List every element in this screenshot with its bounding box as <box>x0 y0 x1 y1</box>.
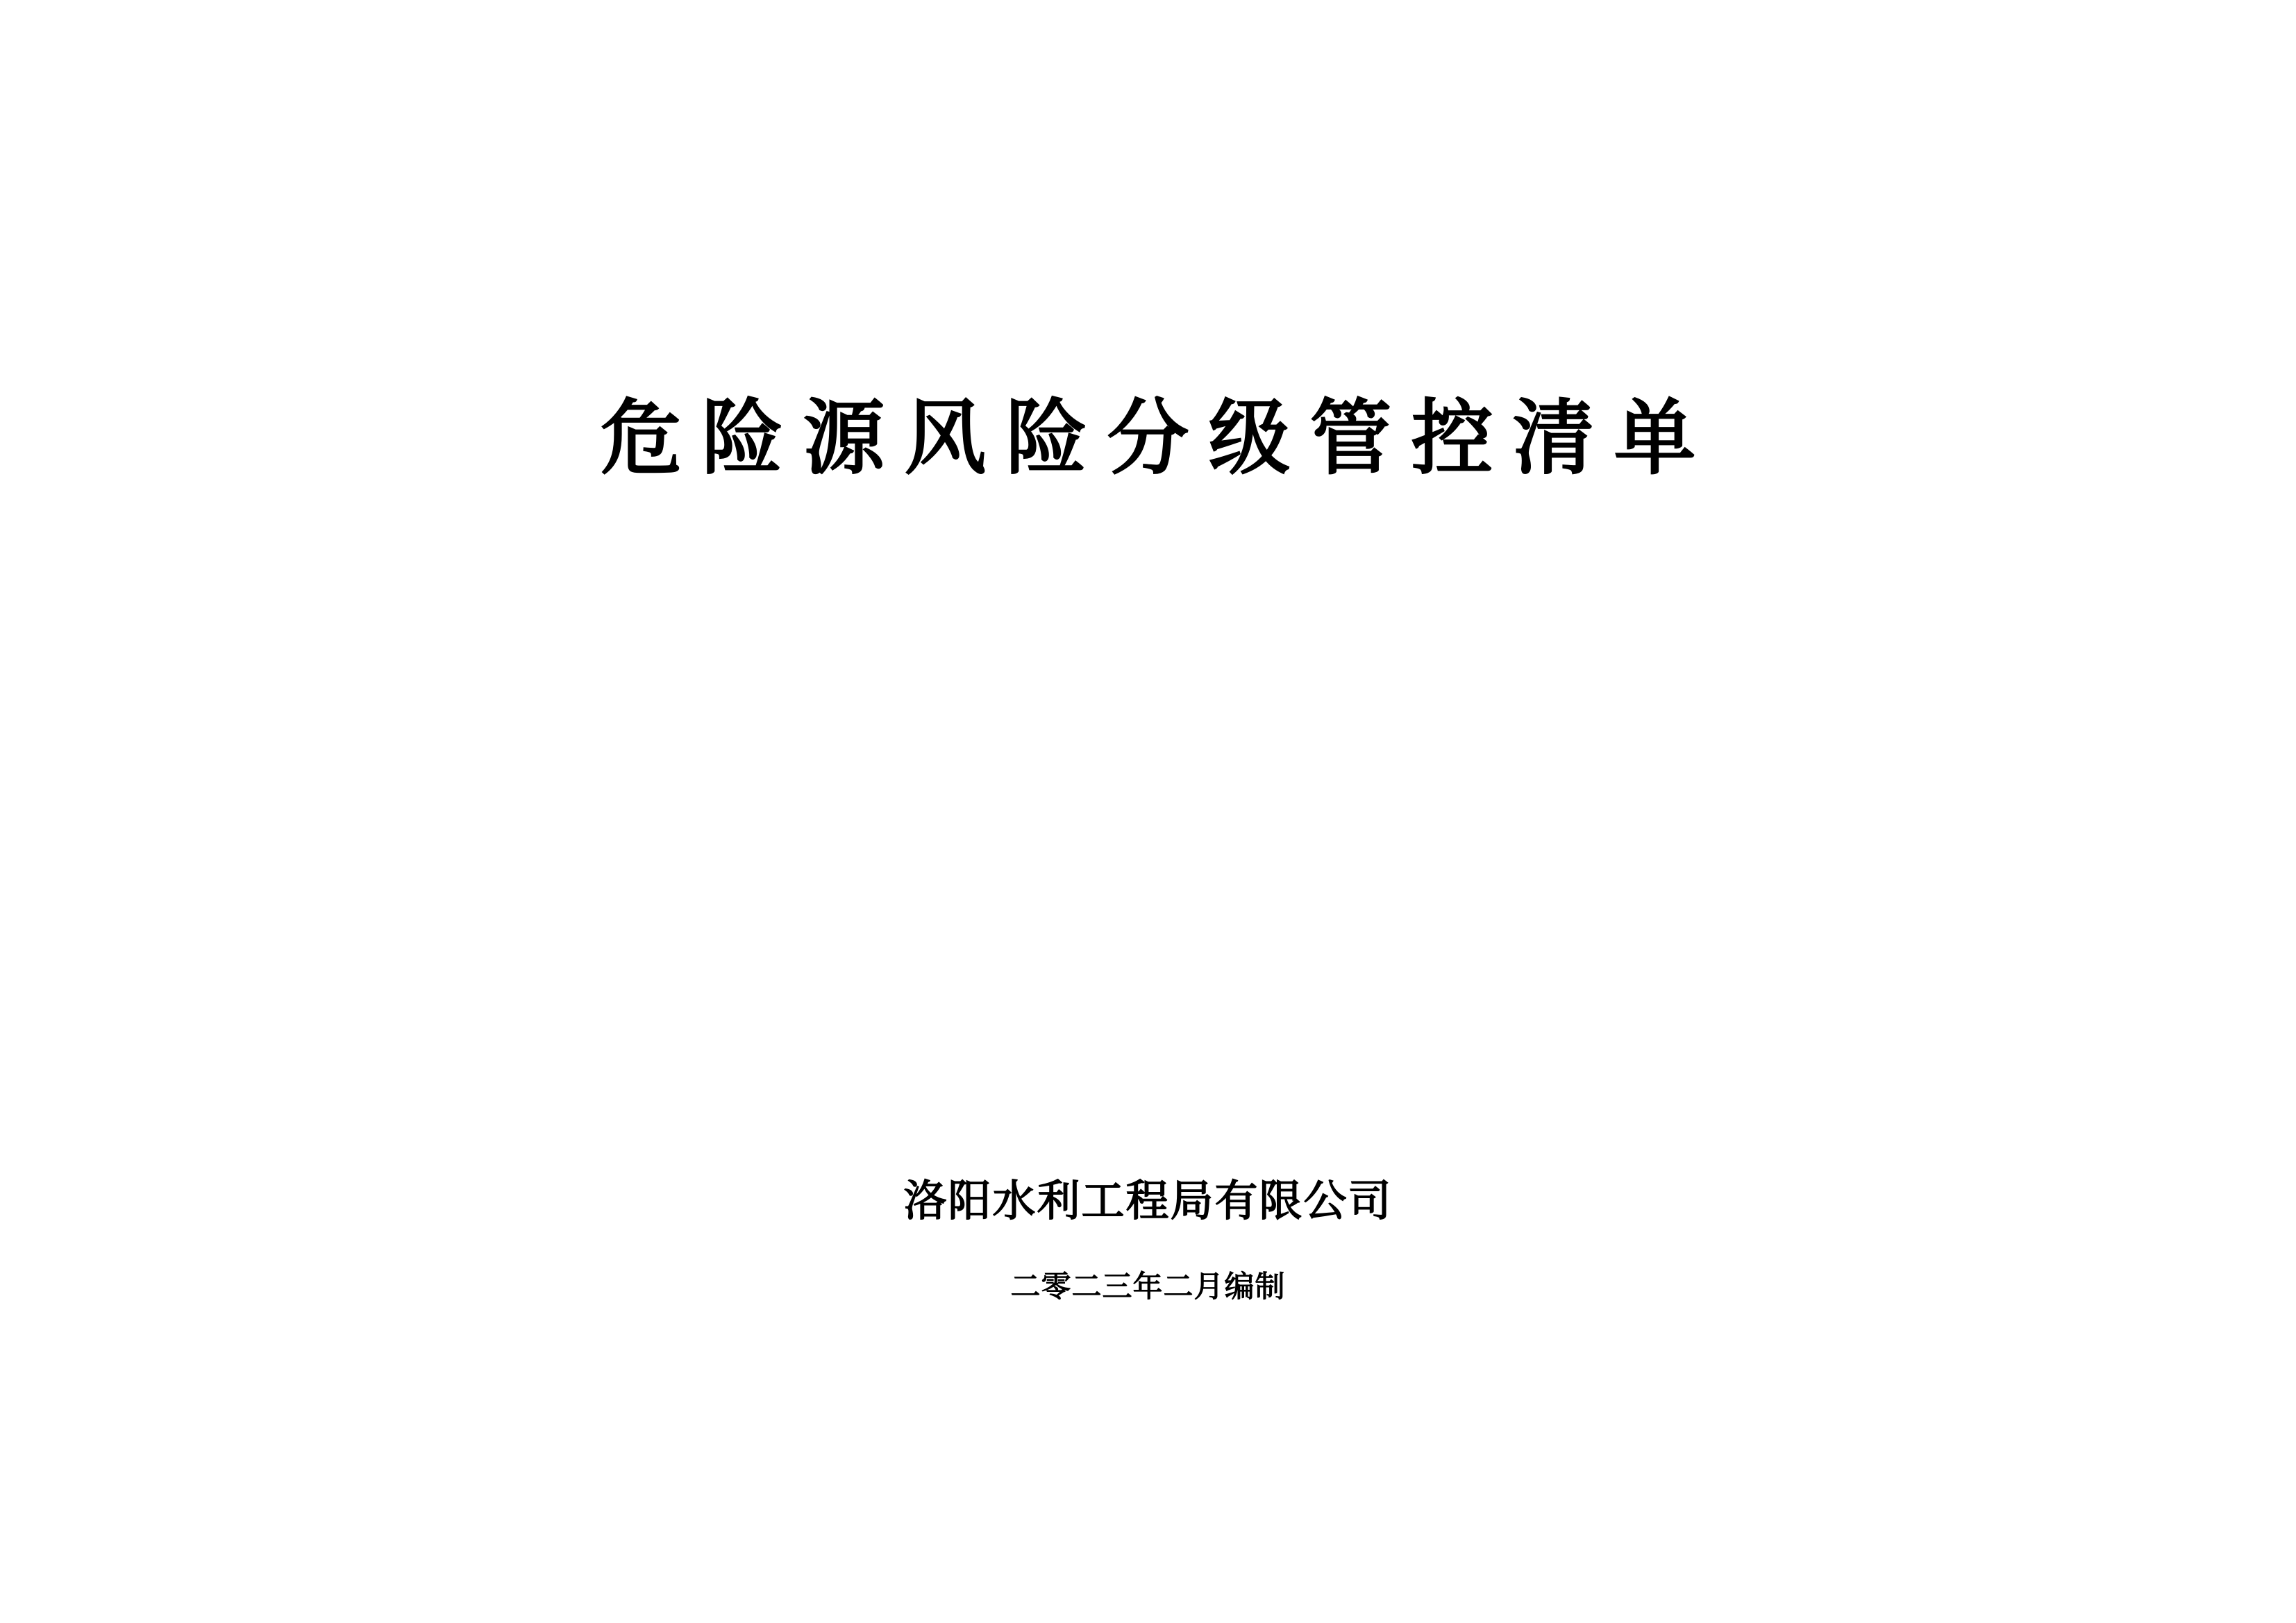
compilation-date: 二零二三年二月编制 <box>1010 1270 1286 1304</box>
organization-name: 洛阳水利工程局有限公司 <box>903 1175 1393 1226</box>
page-title: 危险源风险分级管控清单 <box>600 389 1716 486</box>
